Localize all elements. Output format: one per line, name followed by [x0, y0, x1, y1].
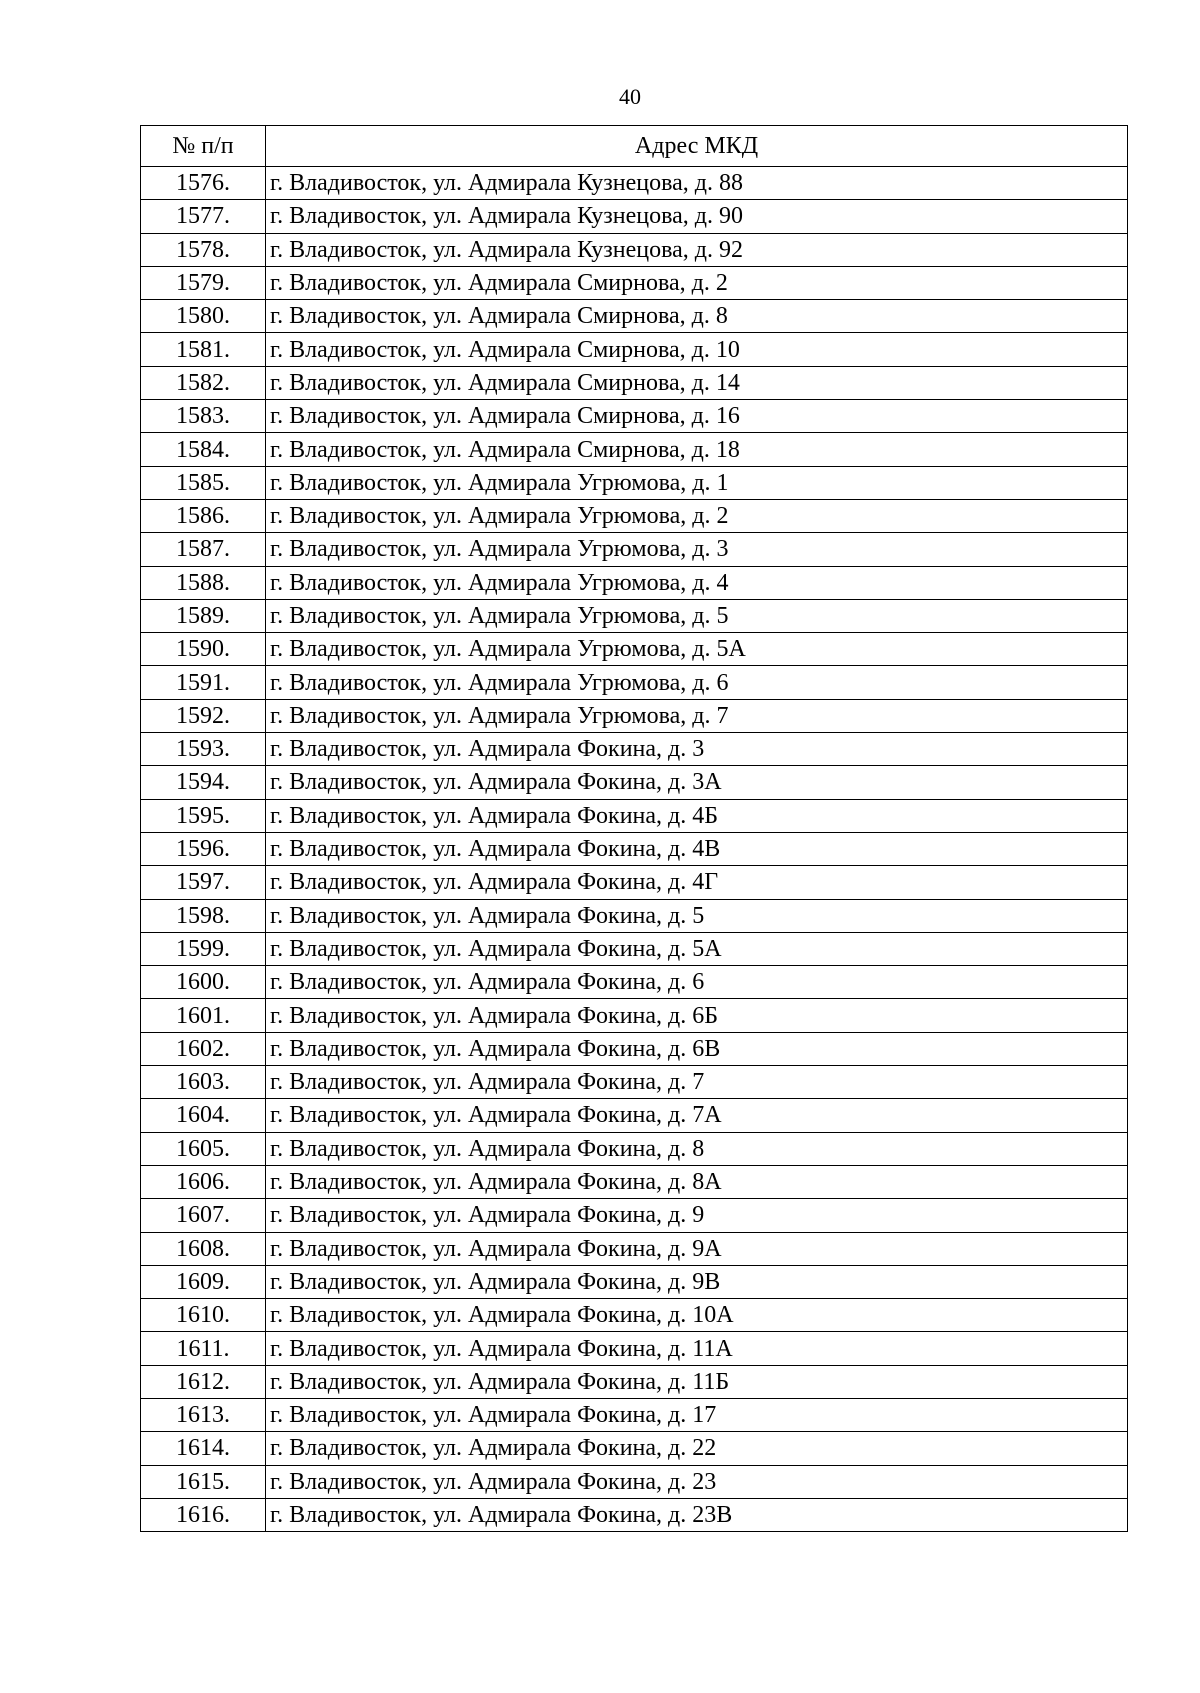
row-address: г. Владивосток, ул. Адмирала Фокина, д. 17 [266, 1398, 1128, 1431]
row-address: г. Владивосток, ул. Адмирала Фокина, д. 7 [266, 1066, 1128, 1099]
table-row [141, 1132, 1128, 1165]
row-number: 1602. [141, 1032, 266, 1065]
table-row [141, 233, 1128, 266]
row-number: 1597. [141, 866, 266, 899]
table-row [141, 1265, 1128, 1298]
row-address: г. Владивосток, ул. Адмирала Фокина, д. 11А [266, 1332, 1128, 1365]
row-number: 1585. [141, 466, 266, 499]
row-number: 1582. [141, 366, 266, 399]
row-address: г. Владивосток, ул. Адмирала Смирнова, д. 18 [266, 433, 1128, 466]
table-row [141, 466, 1128, 499]
row-address: г. Владивосток, ул. Адмирала Фокина, д. 9А [266, 1232, 1128, 1265]
table-row [141, 733, 1128, 766]
row-address: г. Владивосток, ул. Адмирала Фокина, д. 7А [266, 1099, 1128, 1132]
row-address: г. Владивосток, ул. Адмирала Смирнова, д. 16 [266, 400, 1128, 433]
row-address: г. Владивосток, ул. Адмирала Угрюмова, д. 6 [266, 666, 1128, 699]
table-row [141, 200, 1128, 233]
row-address: г. Владивосток, ул. Адмирала Угрюмова, д. 1 [266, 466, 1128, 499]
row-number: 1598. [141, 899, 266, 932]
row-address: г. Владивосток, ул. Адмирала Фокина, д. 8А [266, 1165, 1128, 1198]
table-row [141, 1165, 1128, 1198]
row-number: 1581. [141, 333, 266, 366]
row-address: г. Владивосток, ул. Адмирала Смирнова, д. 14 [266, 366, 1128, 399]
row-address: г. Владивосток, ул. Адмирала Смирнова, д. 2 [266, 266, 1128, 299]
table-row [141, 400, 1128, 433]
row-number: 1590. [141, 633, 266, 666]
row-address: г. Владивосток, ул. Адмирала Кузнецова, д. 92 [266, 233, 1128, 266]
table-row [141, 666, 1128, 699]
row-number: 1608. [141, 1232, 266, 1265]
row-number: 1604. [141, 1099, 266, 1132]
row-number: 1595. [141, 799, 266, 832]
table-row [141, 499, 1128, 532]
row-address: г. Владивосток, ул. Адмирала Угрюмова, д. 3 [266, 533, 1128, 566]
row-number: 1612. [141, 1365, 266, 1398]
row-number: 1596. [141, 832, 266, 865]
table-row [141, 300, 1128, 333]
row-number: 1616. [141, 1498, 266, 1531]
table-row [141, 1199, 1128, 1232]
row-address: г. Владивосток, ул. Адмирала Фокина, д. 9 [266, 1199, 1128, 1232]
table-row [141, 333, 1128, 366]
row-number: 1601. [141, 999, 266, 1032]
row-address: г. Владивосток, ул. Адмирала Фокина, д. 6 [266, 966, 1128, 999]
row-number: 1611. [141, 1332, 266, 1365]
table-row [141, 699, 1128, 732]
table-row [141, 799, 1128, 832]
table-row [141, 766, 1128, 799]
row-number: 1593. [141, 733, 266, 766]
table-row [141, 1432, 1128, 1465]
row-number: 1587. [141, 533, 266, 566]
row-number: 1579. [141, 266, 266, 299]
row-number: 1584. [141, 433, 266, 466]
header-address: Адрес МКД [266, 126, 1128, 167]
table-row [141, 866, 1128, 899]
row-number: 1610. [141, 1299, 266, 1332]
row-number: 1606. [141, 1165, 266, 1198]
row-number: 1599. [141, 932, 266, 965]
table-row [141, 899, 1128, 932]
row-number: 1588. [141, 566, 266, 599]
table-row [141, 533, 1128, 566]
row-address: г. Владивосток, ул. Адмирала Смирнова, д. 8 [266, 300, 1128, 333]
table-row [141, 1299, 1128, 1332]
table-row [141, 266, 1128, 299]
row-address: г. Владивосток, ул. Адмирала Фокина, д. 23В [266, 1498, 1128, 1531]
row-number: 1615. [141, 1465, 266, 1498]
row-number: 1580. [141, 300, 266, 333]
row-address: г. Владивосток, ул. Адмирала Фокина, д. 3А [266, 766, 1128, 799]
table-row [141, 932, 1128, 965]
row-number: 1591. [141, 666, 266, 699]
row-address: г. Владивосток, ул. Адмирала Угрюмова, д. 5 [266, 599, 1128, 632]
row-number: 1605. [141, 1132, 266, 1165]
table-row [141, 167, 1128, 200]
table-row [141, 366, 1128, 399]
row-address: г. Владивосток, ул. Адмирала Угрюмова, д. 4 [266, 566, 1128, 599]
table-row [141, 1398, 1128, 1431]
table-row [141, 966, 1128, 999]
row-address: г. Владивосток, ул. Адмирала Фокина, д. 22 [266, 1432, 1128, 1465]
row-number: 1577. [141, 200, 266, 233]
row-address: г. Владивосток, ул. Адмирала Фокина, д. 4В [266, 832, 1128, 865]
row-address: г. Владивосток, ул. Адмирала Фокина, д. 9В [266, 1265, 1128, 1298]
row-number: 1589. [141, 599, 266, 632]
row-address: г. Владивосток, ул. Адмирала Фокина, д. 4Б [266, 799, 1128, 832]
row-address: г. Владивосток, ул. Адмирала Угрюмова, д. 2 [266, 499, 1128, 532]
row-address: г. Владивосток, ул. Адмирала Фокина, д. 4Г [266, 866, 1128, 899]
row-number: 1614. [141, 1432, 266, 1465]
row-address: г. Владивосток, ул. Адмирала Кузнецова, д. 88 [266, 167, 1128, 200]
row-number: 1578. [141, 233, 266, 266]
row-number: 1594. [141, 766, 266, 799]
row-address: г. Владивосток, ул. Адмирала Фокина, д. 11Б [266, 1365, 1128, 1398]
table-row [141, 1465, 1128, 1498]
table-body [141, 167, 1128, 1532]
row-address: г. Владивосток, ул. Адмирала Фокина, д. 6В [266, 1032, 1128, 1065]
row-number: 1613. [141, 1398, 266, 1431]
row-number: 1576. [141, 167, 266, 200]
row-address: г. Владивосток, ул. Адмирала Фокина, д. 23 [266, 1465, 1128, 1498]
table-row [141, 999, 1128, 1032]
row-number: 1586. [141, 499, 266, 532]
row-address: г. Владивосток, ул. Адмирала Фокина, д. 6Б [266, 999, 1128, 1032]
row-address: г. Владивосток, ул. Адмирала Фокина, д. 3 [266, 733, 1128, 766]
row-address: г. Владивосток, ул. Адмирала Угрюмова, д. 7 [266, 699, 1128, 732]
table-row [141, 1332, 1128, 1365]
table-row [141, 1498, 1128, 1531]
row-number: 1607. [141, 1199, 266, 1232]
row-address: г. Владивосток, ул. Адмирала Фокина, д. 5А [266, 932, 1128, 965]
row-number: 1583. [141, 400, 266, 433]
table-row [141, 433, 1128, 466]
table-row [141, 1099, 1128, 1132]
page-number: 40 [619, 84, 641, 109]
row-address: г. Владивосток, ул. Адмирала Фокина, д. 10А [266, 1299, 1128, 1332]
row-number: 1600. [141, 966, 266, 999]
row-number: 1603. [141, 1066, 266, 1099]
table-row [141, 1032, 1128, 1065]
row-address: г. Владивосток, ул. Адмирала Смирнова, д. 10 [266, 333, 1128, 366]
table-row [141, 1365, 1128, 1398]
table-row [141, 832, 1128, 865]
row-number: 1609. [141, 1265, 266, 1298]
row-number: 1592. [141, 699, 266, 732]
row-address: г. Владивосток, ул. Адмирала Фокина, д. 5 [266, 899, 1128, 932]
header-number: № п/п [141, 126, 266, 167]
address-table [140, 125, 1128, 1532]
row-address: г. Владивосток, ул. Адмирала Угрюмова, д. 5А [266, 633, 1128, 666]
row-address: г. Владивосток, ул. Адмирала Фокина, д. 8 [266, 1132, 1128, 1165]
table-header-row [141, 126, 1128, 167]
table-row [141, 1066, 1128, 1099]
table-row [141, 566, 1128, 599]
table-row [141, 633, 1128, 666]
row-address: г. Владивосток, ул. Адмирала Кузнецова, д. 90 [266, 200, 1128, 233]
table-row [141, 1232, 1128, 1265]
table-row [141, 599, 1128, 632]
